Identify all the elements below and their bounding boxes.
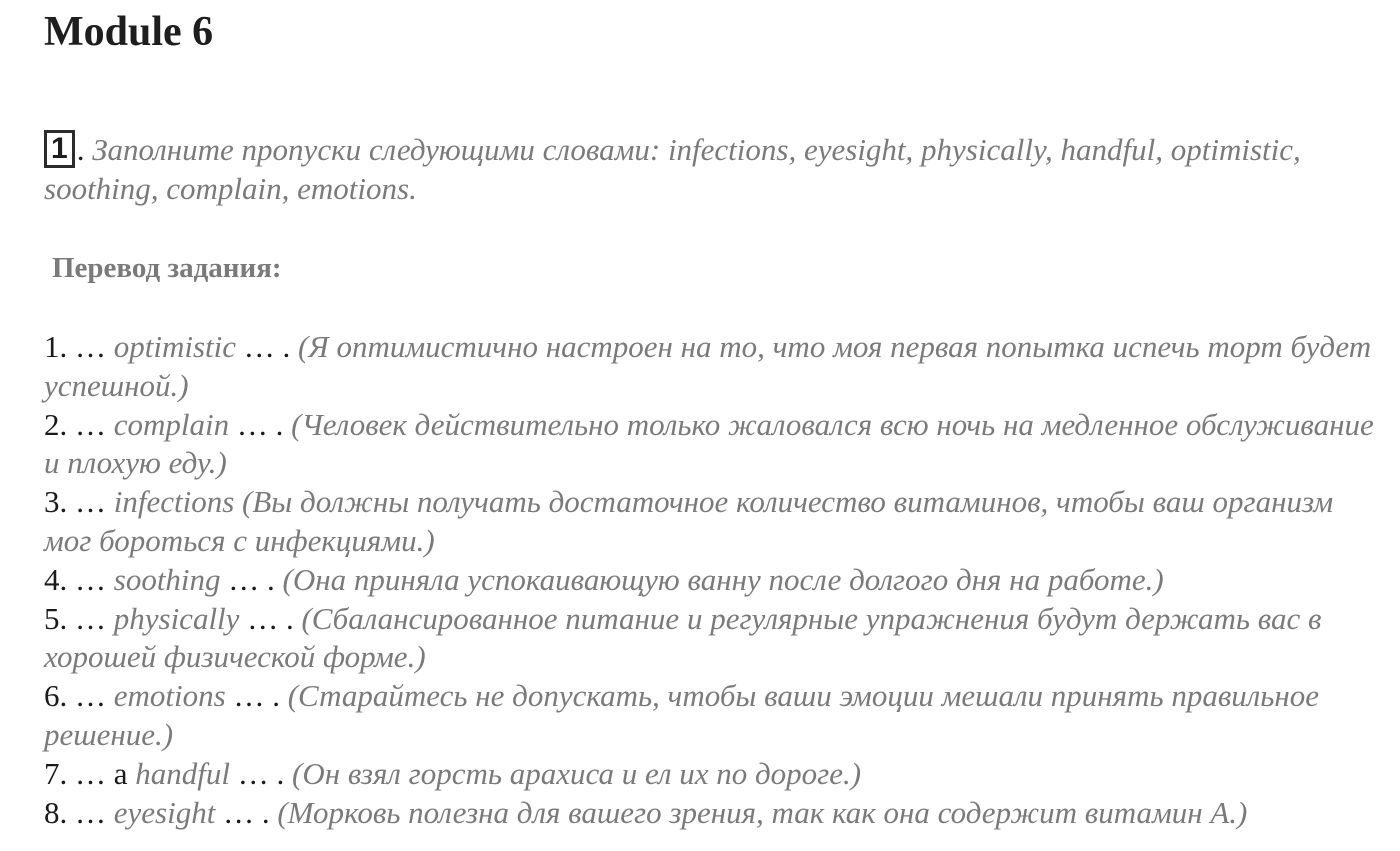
answer-gap: … [75,329,106,364]
task-instruction [44,130,1374,208]
task-number-box: 1 [44,130,75,168]
answer-word: handful [135,755,230,791]
answer-word: optimistic [113,329,237,364]
answer-item [44,794,1374,833]
answer-word: emotions [113,678,226,714]
answer-gap: … [75,794,106,830]
answer-number: 7. [44,755,68,791]
answer-translation: (Человек действительно только жаловался всю ночь на медленное обслуживание и плохую еду.) [44,406,1374,481]
answer-word: physically [113,600,240,636]
answer-translation: (Я оптимистично настроен на то, что моя первая попытка испечь торт будет успешной.) [44,329,1372,403]
answer-translation: (Старайтесь не допускать, чтобы ваши эмоции мешали принять правильное решение.) [44,678,1320,752]
answer-item [44,561,1374,600]
translation-heading: Перевод задания: [52,252,282,284]
answer-gap: … [75,406,106,442]
task-number-dot: . [76,132,85,167]
answer-article: a [113,755,128,791]
answers-list [44,328,1374,832]
answer-gap-end: … . [236,406,284,442]
answer-number: 5. [44,600,68,636]
answer-translation: (Морковь полезна для вашего зрения, так как она содержит витамин А.) [277,794,1248,830]
answer-item [44,600,1374,678]
task-instruction-text: Заполните пропуски следующими словами: infections, eyesight, physically, handful, optimistic, soothing, complain, emotions. [44,132,1301,206]
answer-gap: … [75,600,106,636]
answer-translation: (Вы должны получать достаточное количество витаминов, чтобы ваш организм мог бороться с инфекциями.) [44,484,1334,558]
answer-gap: … [75,561,106,597]
answer-number: 3. [44,484,68,520]
answer-item [44,406,1374,484]
answer-item [44,483,1374,561]
answer-word: eyesight [113,794,216,830]
answer-translation: (Сбалансированное питание и регулярные упражнения будут держать вас в хорошей физической форме.) [44,600,1322,675]
answer-item [44,328,1374,406]
answer-gap-end: … . [228,561,275,597]
page-title: Module 6 [44,9,214,55]
answer-word: soothing [113,561,221,597]
answer-number: 4. [44,561,68,597]
answer-number: 8. [44,794,68,830]
answer-gap-end: … . [237,755,285,791]
answer-translation: (Он взял горсть арахиса и ел их по дороге.) [292,755,862,791]
answer-gap-end: … . [233,678,280,714]
answer-translation: (Она приняла успокаивающую ванну после долгого дня на работе.) [282,561,1164,597]
answer-number: 2. [44,406,68,442]
answer-word: complain [113,406,230,442]
answer-item [44,755,1374,794]
answer-number: 6. [44,678,68,714]
answer-gap-end: … . [223,794,270,830]
answer-gap-end: … . [243,329,291,364]
answer-word: infections [113,484,235,520]
answer-gap: … [75,484,106,520]
answer-gap: … [75,678,106,714]
answer-gap: … [75,755,106,791]
answer-item [44,677,1374,755]
answer-gap-end: … . [247,600,294,636]
answer-number: 1. [44,329,68,364]
